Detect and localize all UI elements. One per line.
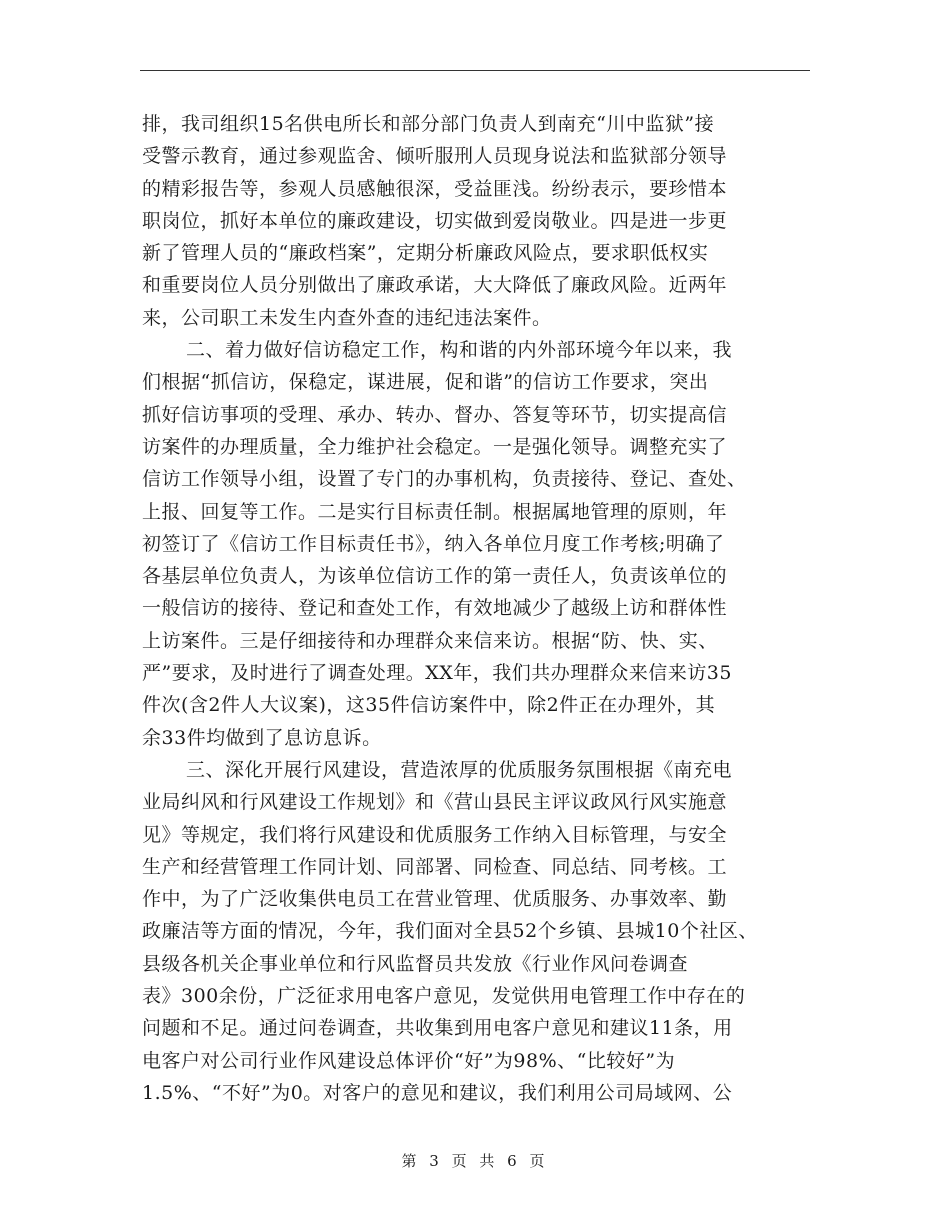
body-text xyxy=(142,108,817,1109)
header-divider xyxy=(140,70,810,71)
text-line: 县级各机关企事业单位和行风监督员共发放《行业作风问卷调查 xyxy=(142,952,689,975)
text-line: 电客户对公司行业作风建设总体评价“好”为98%、“比较好”为 xyxy=(142,1049,676,1072)
text-line: 们根据“抓信访，保稳定，谋进展，促和谐”的信访工作要求，突出 xyxy=(142,371,709,394)
text-line: 排，我司组织15名供电所长和部分部门负责人到南充“川中监狱”接 xyxy=(142,113,715,135)
text-line: 一般信访的接待、登记和查处工作，有效地减少了越级上访和群体性 xyxy=(142,597,728,620)
text-line: 1.5%、“不好”为0。对客户的意见和建议，我们利用公司局域网、公 xyxy=(142,1081,733,1104)
paragraph-start-line: 二、着力做好信访稳定工作，构和谐的内外部环境今年以来，我 xyxy=(186,339,733,362)
text-line: 作中，为了广泛收集供电员工在营业管理、优质服务、办事效率、勤 xyxy=(142,888,728,911)
text-line: 和重要岗位人员分别做出了廉政承诺，大大降低了廉政风险。近两年 xyxy=(142,274,728,297)
text-line: 政廉洁等方面的情况，今年，我们面对全县52个乡镇、县城10个社区、 xyxy=(142,920,758,943)
text-line: 业局纠风和行风建设工作规划》和《营山县民主评议政风行风实施意 xyxy=(142,791,728,814)
text-line: 件次(含2件人大议案)，这35件信访案件中，除2件正在办理外，其 xyxy=(142,694,716,717)
text-line: 上访案件。三是仔细接待和办理群众来信来访。根据“防、快、实、 xyxy=(142,629,718,652)
text-line: 上报、回复等工作。二是实行目标责任制。根据属地管理的原则，年 xyxy=(142,500,728,523)
text-line: 抓好信访事项的受理、承办、转办、督办、答复等环节，切实提高信 xyxy=(142,403,728,426)
text-line: 表》300余份，广泛征求用电客户意见，发觉供用电管理工作中存在的 xyxy=(142,985,746,1008)
text-line: 严”要求，及时进行了调查处理。XX年，我们共办理群众来信来访35 xyxy=(142,662,732,685)
text-line: 问题和不足。通过问卷调查，共收集到用电客户意见和建议11条，用 xyxy=(142,1017,733,1040)
text-line: 职岗位，抓好本单位的廉政建设，切实做到爱岗敬业。四是进一步更 xyxy=(142,209,728,232)
text-line: 的精彩报告等，参观人员感触很深，受益匪浅。纷纷表示，要珍惜本 xyxy=(142,177,728,200)
page-number-footer: 第 3 页 共 6 页 xyxy=(401,1152,549,1170)
text-line: 余33件均做到了息访息诉。 xyxy=(142,726,382,749)
text-line: 生产和经营管理工作同计划、同部署、同检查、同总结、同考核。工 xyxy=(142,855,728,878)
text-line: 各基层单位负责人，为该单位信访工作的第一责任人，负责该单位的 xyxy=(142,565,728,588)
text-line: 新了管理人员的“廉政档案”，定期分析廉政风险点，要求职低权实 xyxy=(142,242,709,265)
text-line: 来，公司职工未发生内查外查的违纪违法案件。 xyxy=(142,306,552,329)
paragraph-start-line: 三、深化开展行风建设，营造浓厚的优质服务氛围根据《南充电 xyxy=(186,758,733,781)
text-line: 信访工作领导小组，设置了专门的办事机构，负责接待、登记、查处、 xyxy=(142,468,747,491)
text-line: 受警示教育，通过参观监舍、倾听服刑人员现身说法和监狱部分领导 xyxy=(142,145,728,168)
text-line: 访案件的办理质量，全力维护社会稳定。一是强化领导。调整充实了 xyxy=(142,435,728,458)
text-line: 见》等规定，我们将行风建设和优质服务工作纳入目标管理，与安全 xyxy=(142,823,728,846)
text-line: 初签订了《信访工作目标责任书》，纳入各单位月度工作考核;明确了 xyxy=(142,532,725,555)
